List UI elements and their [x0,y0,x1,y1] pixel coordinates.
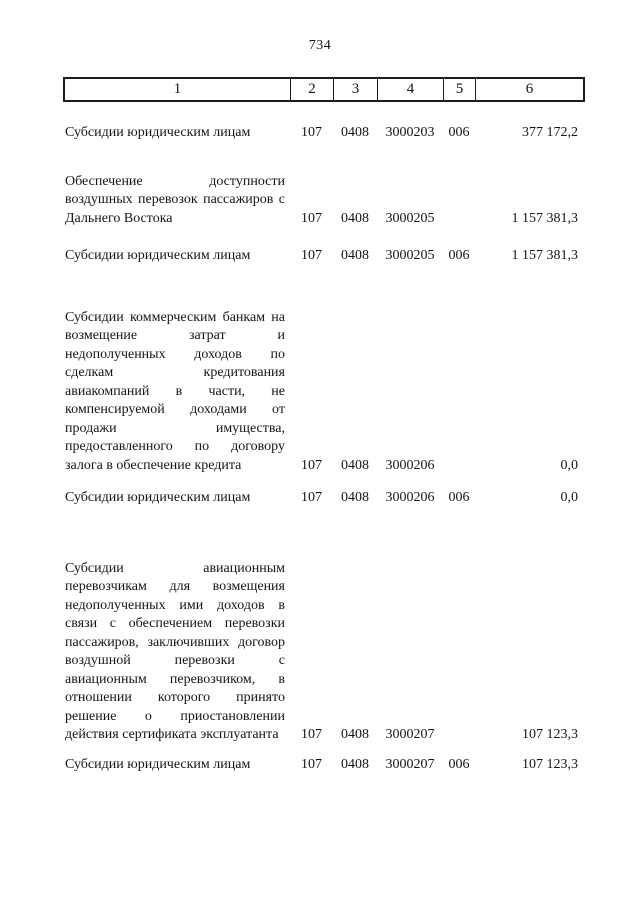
row-code-col2: 107 [301,756,322,772]
page-number: 734 [308,38,332,53]
row-code-col2: 107 [301,490,322,505]
row-amount: 377 172,2 [522,125,578,140]
row-text: Обеспечение доступности воздушных перевозок пассажиров с Дальнего Востока [65,173,285,226]
table-row [63,124,585,143]
row-amount: 0,0 [560,457,578,473]
row-code-col3: 0408 [341,125,369,140]
row-amount: 107 123,3 [522,756,578,772]
row-code-col3: 0408 [341,490,369,505]
header-cell-2: 2 [291,79,334,100]
row-text: Субсидии юридическим лицам [65,248,251,263]
row-code-col2: 107 [301,210,322,226]
row-code-col3: 0408 [341,248,369,263]
row-amount: 0,0 [560,490,578,505]
table-row [63,247,585,266]
row-text: Субсидии коммерческим банкам на возмещение затрат и недополученных доходов по сделкам кредитования авиакомпаний в части, не компенсируемой доходами от продажи имущества, предоставленного по договору залога в обеспечение кредита [65,309,285,473]
header-cell-5: 5 [444,79,476,100]
table-row [63,489,585,508]
row-code-col5 [443,210,475,229]
table-row [63,173,585,229]
row-code-col4: 3000205 [385,210,435,226]
row-amount: 107 123,3 [522,727,578,742]
row-text: Субсидии юридическим лицам [65,490,251,505]
row-code-col3: 0408 [341,210,369,226]
row-code-col4: 3000206 [385,457,435,473]
row-code-col5 [443,726,475,745]
header-cell-1: 1 [65,79,291,100]
table-row [63,309,585,476]
row-code-col5: 006 [448,756,470,772]
header-cell-6: 6 [525,81,534,97]
row-amount: 1 157 381,3 [511,210,578,226]
row-code-col4: 3000206 [385,490,435,505]
row-code-col3: 0408 [341,727,369,742]
table-header-row [63,77,585,102]
row-code-col2: 107 [301,125,322,140]
row-code-col2: 107 [301,457,322,473]
row-code-col2: 107 [301,248,322,263]
row-code-col3: 0408 [341,457,369,473]
row-text: Субсидии авиационным перевозчикам для возмещения недополученных ими доходов в связи с обеспечением перевозки пассажиров, заключивших договор воздушной перевозки с авиационным перевозчиком, в отношении которого принято решение о приостановлении действия сертификата эксплуатанта [65,560,285,742]
row-code-col4: 3000207 [385,756,435,772]
row-code-col5 [443,457,475,476]
row-text: Субсидии юридическим лицам [65,756,251,772]
header-cell-4: 4 [378,79,444,100]
row-code-col5: 006 [448,125,470,140]
row-code-col5: 006 [448,490,470,505]
table-row [63,560,585,745]
row-code-col4: 3000205 [385,248,435,263]
row-text: Субсидии юридическим лицам [65,125,251,140]
header-cell-3: 3 [334,79,378,100]
row-code-col4: 3000203 [385,125,435,140]
row-code-col5: 006 [448,248,470,263]
row-code-col2: 107 [301,727,322,742]
row-code-col4: 3000207 [385,727,435,742]
table-row [63,756,585,775]
row-amount: 1 157 381,3 [511,248,578,263]
row-code-col3: 0408 [341,756,369,772]
